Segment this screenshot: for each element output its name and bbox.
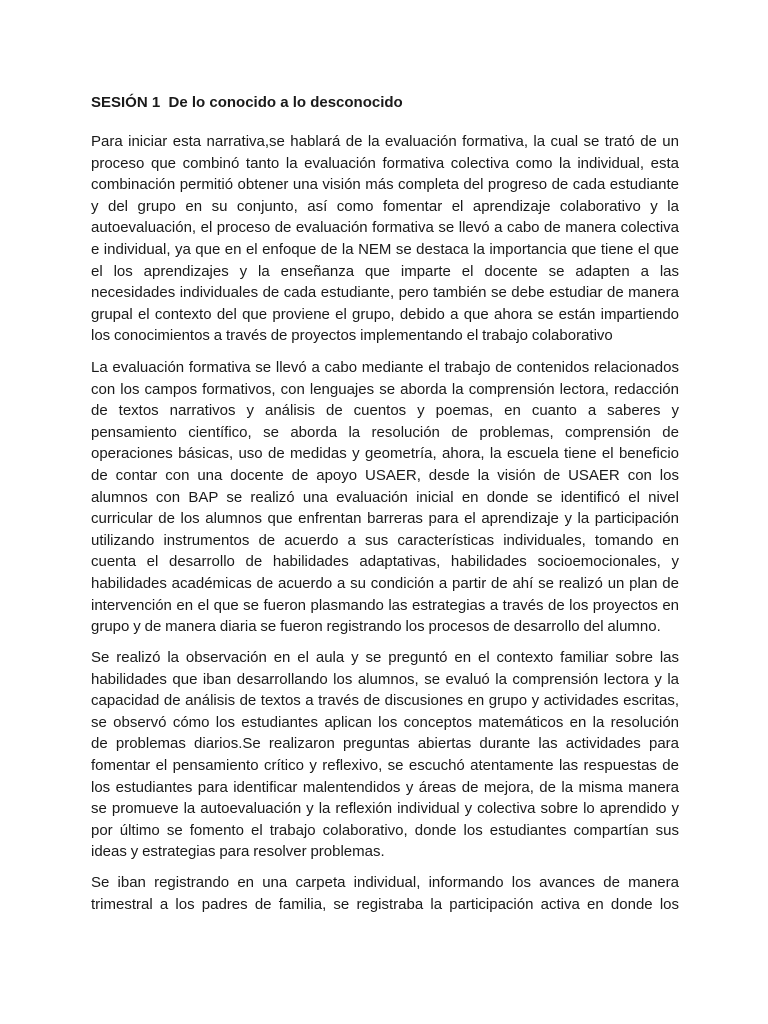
text-line: grupal el contexto del que proviene el grupo, debido a que ahora se están impartiendo	[91, 305, 679, 323]
paragraph-formative-fields	[91, 357, 679, 638]
text-line: con los campos formativos, con lenguajes se aborda la comprensión lectora, redacción	[91, 380, 679, 398]
text-line: por último se fomento el trabajo colaborativo, donde los estudiantes compartían sus	[91, 821, 679, 839]
text-line: capacidad de análisis de textos a través de discusiones en grupo y actividades escritas,	[91, 692, 679, 710]
text-line: cuenta el desarrollo de habilidades adaptativas, habilidades socioemocionales, y	[91, 553, 679, 571]
session-title: SESIÓN 1 De lo conocido a lo desconocido	[91, 94, 403, 111]
text-line: La evaluación formativa se llevó a cabo mediante el trabajo de contenidos relacionados	[91, 359, 679, 376]
text-line: de contar con una docente de apoyo USAER, desde la visión de USAER con los	[91, 466, 679, 484]
text-line: combinación permitió obtener una visión más completa del progreso de cada estudiante	[91, 176, 679, 194]
text-line: se observó cómo los estudiantes aplican los conceptos matemáticos en la resolución	[91, 713, 679, 731]
text-line: Se iban registrando en una carpeta individual, informando los avances de manera	[91, 874, 679, 891]
text-line: utilizando instrumentos de acuerdo a sus características individuales, tomando en	[91, 531, 679, 549]
text-line: necesidades individuales de cada estudiante, pero también se debe estudiar de manera	[91, 284, 679, 302]
text-line: Se realizó la observación en el aula y se preguntó en el contexto familiar sobre las	[91, 649, 679, 666]
text-line: se promueve la autoevaluación y la reflexión individual y colectiva sobre lo aprendido y	[91, 800, 679, 818]
text-line: de textos narrativos y análisis de cuentos y poemas, en cuanto a saberes y	[91, 402, 679, 420]
text-line: fomentar el pensamiento crítico y reflexivo, se escuchó atentamente las respuestas de	[91, 756, 679, 774]
text-line: y del grupo en su conjunto, así como fomentar el aprendizaje colaborativo y la	[91, 197, 679, 215]
text-line: curricular de los alumnos que enfrentan barreras para el aprendizaje y la participación	[91, 510, 679, 528]
text-line: proceso que combinó tanto la evaluación formativa colectiva como la individual, esta	[91, 154, 679, 172]
text-line: Para iniciar esta narrativa,se hablará de la evaluación formativa, la cual se trató de un	[91, 133, 679, 150]
text-line: los estudiantes para identificar malentendidos y áreas de mejora, de la misma manera	[91, 778, 679, 796]
text-line: el los aprendizajes y la enseñanza que imparte el docente se adapten a las	[91, 262, 679, 280]
text-line: alumnos con BAP se realizó una evaluación inicial en donde se identificó el nivel	[91, 488, 679, 506]
text-line: e individual, ya que en el enfoque de la NEM se destaca la importancia que tiene el que	[91, 240, 679, 258]
paragraph-classroom-observation	[91, 647, 679, 863]
text-line: ideas y estrategias para resolver problemas.	[91, 843, 385, 861]
text-line: habilidades que iban desarrollando los alumnos, se evaluó la comprensión lectora y la	[91, 670, 679, 688]
text-line: operaciones básicas, uso de medidas y geometría, ahora, la escuela tiene el beneficio	[91, 445, 679, 463]
text-line: de problemas diarios.Se realizaron preguntas abiertas durante las actividades para	[91, 735, 679, 753]
text-line: intervención en el que se fueron plasmando las estrategias a través de los proyectos en	[91, 596, 679, 614]
text-line: pensamiento científico, se aborda la resolución de problemas, comprensión de	[91, 423, 679, 441]
paragraph-individual-folder	[91, 872, 679, 915]
text-line: los conocimientos a través de proyectos implementando el trabajo colaborativo	[91, 327, 613, 345]
paragraph-evaluation-intro	[91, 131, 679, 347]
text-line: trimestral a los padres de familia, se registraba la participación activa en donde los	[91, 895, 679, 913]
text-line: autoevaluación, el proceso de evaluación formativa se llevó a cabo de manera colectiva	[91, 219, 679, 237]
text-line: grupo y de manera diaria se fueron registrando los procesos de desarrollo del alumno.	[91, 618, 661, 636]
text-line: habilidades académicas de acuerdo a su condición a partir de ahí se realizó un plan de	[91, 574, 679, 592]
